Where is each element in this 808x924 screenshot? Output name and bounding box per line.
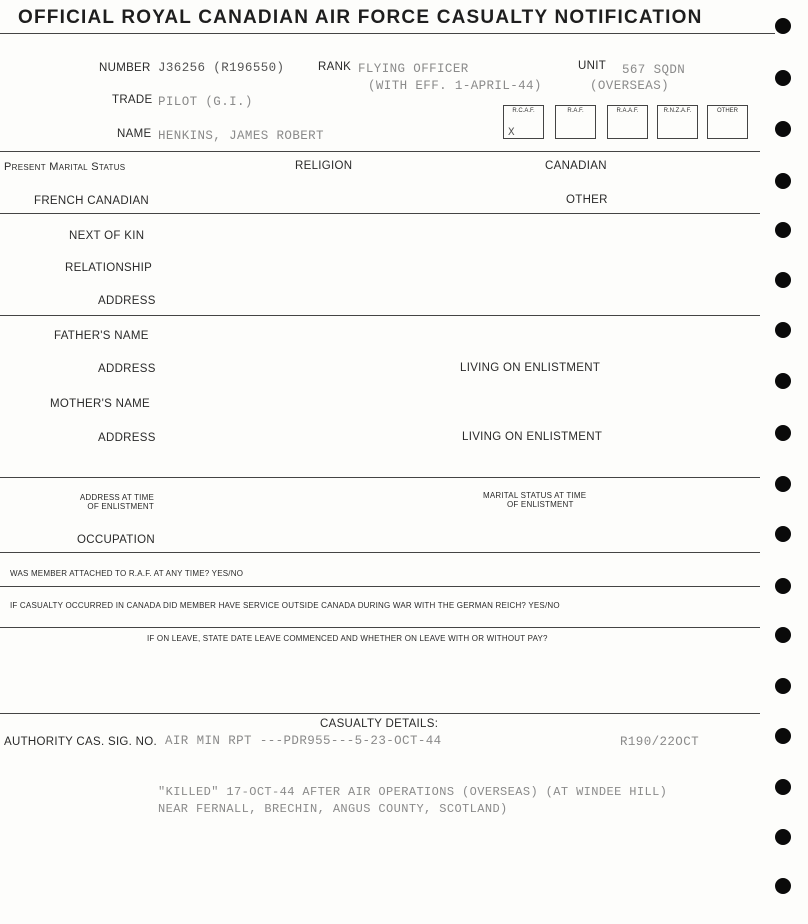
unit-value-1: 567 SQDN — [622, 63, 686, 77]
enlistment-address-label-2: OF ENLISTMENT — [87, 502, 154, 511]
punch-hole — [775, 476, 791, 492]
service-box-label: OTHER — [717, 108, 738, 114]
relationship-label: RELATIONSHIP — [65, 262, 153, 274]
punch-hole — [775, 728, 791, 744]
occupation-label: OCCUPATION — [77, 534, 155, 546]
casualty-detail-line-2: NEAR FERNALL, BRECHIN, ANGUS COUNTY, SCOTLAND) — [158, 802, 508, 816]
service-box-label: R.C.A.F. — [512, 108, 535, 114]
name-label: NAME — [117, 128, 152, 140]
other-label: OTHER — [566, 194, 608, 206]
mother-name-label: MOTHER'S NAME — [50, 398, 151, 410]
service-outside-question: IF CASUALTY OCCURRED IN CANADA DID MEMBER HAVE SERVICE OUTSIDE CANADA DURING WAR WITH THE GERMAN REICH? YES/NO — [10, 601, 560, 610]
religion-label: RELIGION — [295, 160, 353, 172]
divider-leave — [0, 627, 760, 628]
unit-value-2: (OVERSEAS) — [590, 79, 670, 93]
authority-value: AIR MIN RPT ---PDR955---5-23-OCT-44 — [165, 734, 442, 748]
punch-hole — [775, 678, 791, 694]
father-address-label: ADDRESS — [98, 363, 156, 375]
french-canadian-label: FRENCH CANADIAN — [34, 195, 150, 207]
service-box-label: R.A.A.F. — [616, 108, 639, 114]
raf-attached-question: WAS MEMBER ATTACHED TO R.A.F. AT ANY TIME? YES/NO — [10, 569, 244, 578]
divider-outside — [0, 586, 760, 587]
canadian-label: CANADIAN — [545, 160, 607, 172]
casualty-details-heading: CASUALTY DETAILS: — [320, 718, 439, 730]
service-box-raaf[interactable] — [607, 105, 648, 139]
father-living-label: LIVING ON ENLISTMENT — [460, 362, 601, 374]
number-value: J36256 (R196550) — [158, 61, 285, 75]
divider-casualty — [0, 713, 760, 714]
punch-hole — [775, 373, 791, 389]
service-box-rnzaf[interactable] — [657, 105, 698, 139]
casualty-detail-line-1: "KILLED" 17-OCT-44 AFTER AIR OPERATIONS (OVERSEAS) (AT WINDEE HILL) — [158, 785, 668, 799]
service-box-other[interactable] — [707, 105, 748, 139]
divider-enlistment — [0, 477, 760, 478]
punch-hole — [775, 173, 791, 189]
number-label: NUMBER — [99, 62, 151, 74]
next-of-kin-label: NEXT OF KIN — [69, 230, 145, 242]
punch-hole — [775, 829, 791, 845]
form-title: OFFICIAL ROYAL CANADIAN AIR FORCE CASUALTY NOTIFICATION — [18, 7, 703, 28]
rank-value-2: (WITH EFF. 1-APRIL-44) — [368, 79, 542, 93]
enlistment-address-label-1: ADDRESS AT TIME — [79, 493, 154, 502]
punch-hole — [775, 779, 791, 795]
divider-status — [0, 151, 760, 152]
punch-hole — [775, 272, 791, 288]
mother-address-label: ADDRESS — [98, 432, 156, 444]
name-value: HENKINS, JAMES ROBERT — [158, 129, 324, 143]
punch-hole — [775, 526, 791, 542]
service-box-label: R.A.F. — [567, 108, 584, 114]
unit-label: UNIT — [578, 60, 607, 72]
trade-label: TRADE — [112, 94, 153, 106]
punch-hole — [775, 627, 791, 643]
punch-hole — [775, 18, 791, 34]
reference-value: R190/22OCT — [620, 735, 700, 749]
service-mark: X — [508, 127, 515, 139]
punch-hole — [775, 121, 791, 137]
mother-living-label: LIVING ON ENLISTMENT — [462, 431, 603, 443]
rank-label: RANK — [318, 61, 352, 73]
rank-value-1: FLYING OFFICER — [358, 62, 469, 76]
father-name-label: FATHER'S NAME — [54, 330, 149, 342]
enlistment-marital-label-2: OF ENLISTMENT — [507, 500, 574, 509]
leave-question: IF ON LEAVE, STATE DATE LEAVE COMMENCED AND WHETHER ON LEAVE WITH OR WITHOUT PAY? — [147, 634, 548, 643]
punch-hole — [775, 425, 791, 441]
divider-raf — [0, 552, 760, 553]
divider-kin — [0, 213, 760, 214]
punch-hole — [775, 222, 791, 238]
divider-parents — [0, 315, 760, 316]
authority-label: AUTHORITY CAS. SIG. NO. — [4, 736, 158, 748]
punch-hole — [775, 70, 791, 86]
punch-hole — [775, 878, 791, 894]
trade-value: PILOT (G.I.) — [158, 95, 253, 109]
divider-top — [0, 33, 775, 34]
service-box-raf[interactable] — [555, 105, 596, 139]
enlistment-marital-label-1: MARITAL STATUS AT TIME — [483, 491, 587, 500]
service-box-label: R.N.Z.A.F. — [663, 108, 692, 114]
punch-hole — [775, 322, 791, 338]
punch-hole — [775, 578, 791, 594]
marital-status-label: Present Marital Status — [4, 161, 126, 173]
kin-address-label: ADDRESS — [98, 295, 156, 307]
